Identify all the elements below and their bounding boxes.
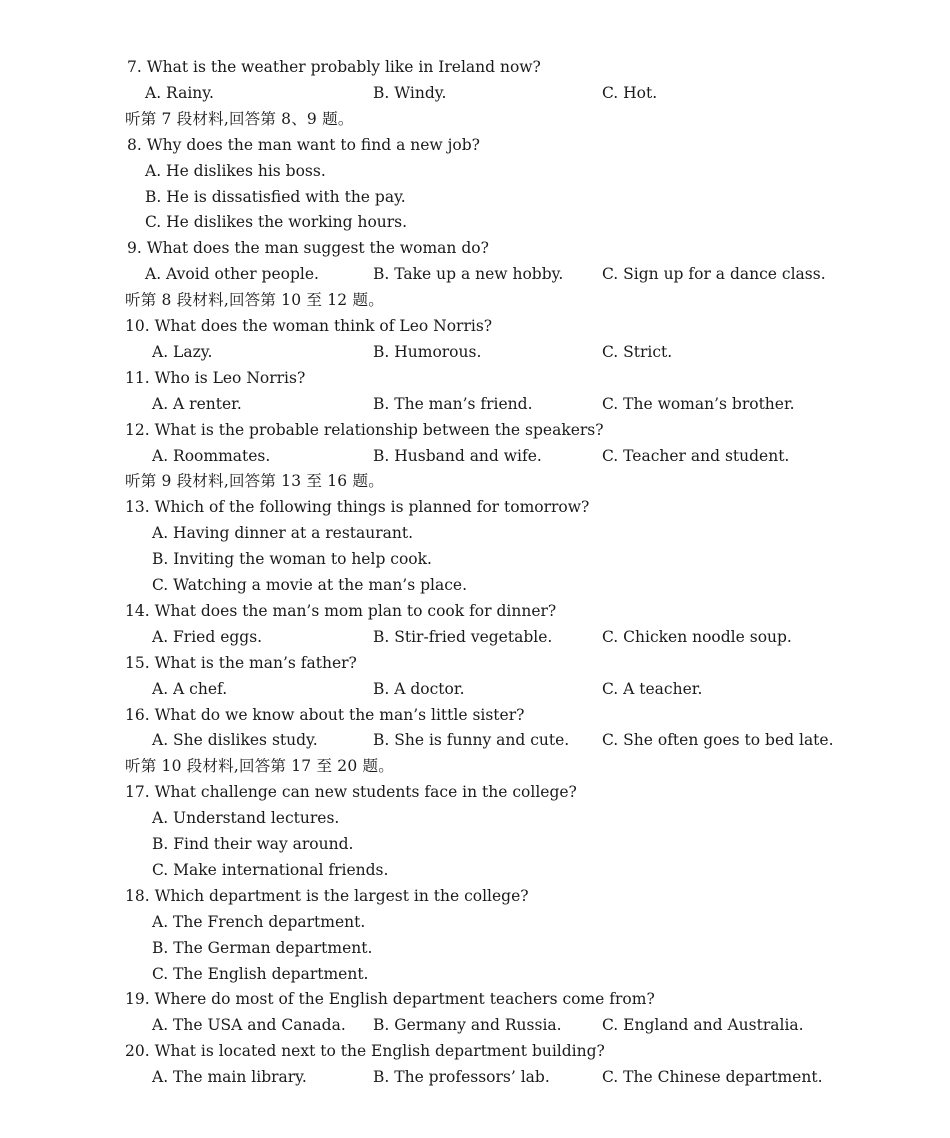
section-instruction: 听第 8 段材料,回答第 10 至 12 题。: [125, 291, 384, 310]
answer-options-row: [0, 446, 950, 466]
answer-options-row: [0, 627, 950, 647]
answer-option-a: A. Avoid other people.: [145, 265, 319, 284]
answer-option-a: A. A renter.: [152, 394, 242, 413]
question-19: 19. Where do most of the English department teachers come from?: [125, 990, 655, 1009]
answer-option: A. Having dinner at a restaurant.: [152, 524, 414, 543]
answer-option-a: A. A chef.: [152, 679, 228, 698]
answer-option-a: A. The main library.: [152, 1068, 307, 1087]
answer-option: A. The French department.: [152, 912, 366, 931]
answer-options-row: [0, 83, 950, 103]
question-17: 17. What challenge can new students face in the college?: [125, 783, 577, 802]
answer-option-b: B. She is funny and cute.: [373, 731, 570, 750]
answer-option-c: C. England and Australia.: [602, 1016, 804, 1035]
answer-option-b: B. A doctor.: [373, 679, 465, 698]
answer-option-b: B. Husband and wife.: [373, 446, 542, 465]
answer-option-c: C. The woman’s brother.: [602, 394, 795, 413]
answer-option-c: C. The Chinese department.: [602, 1068, 823, 1087]
question-18: 18. Which department is the largest in the college?: [125, 886, 529, 905]
answer-option: B. The German department.: [152, 938, 373, 957]
answer-options-row: [0, 679, 950, 699]
answer-option-a: A. Rainy.: [145, 83, 214, 102]
question-14: 14. What does the man’s mom plan to cook for dinner?: [125, 601, 557, 620]
answer-option: B. Inviting the woman to help cook.: [152, 550, 432, 569]
section-instruction: 听第 7 段材料,回答第 8、9 题。: [125, 109, 354, 128]
answer-option-a: A. Roommates.: [152, 446, 271, 465]
section-instruction: 听第 9 段材料,回答第 13 至 16 题。: [125, 472, 384, 491]
question-16: 16. What do we know about the man’s little sister?: [125, 705, 525, 724]
answer-option-b: B. The professors’ lab.: [373, 1068, 550, 1087]
answer-option-c: C. Strict.: [602, 342, 673, 361]
answer-option-a: A. The USA and Canada.: [152, 1016, 346, 1035]
question-15: 15. What is the man’s father?: [125, 653, 357, 672]
question-10: 10. What does the woman think of Leo Norris?: [125, 317, 493, 335]
answer-option: B. Find their way around.: [152, 835, 354, 853]
answer-option-b: B. The man’s friend.: [373, 394, 533, 413]
answer-option: C. Make international friends.: [152, 860, 389, 879]
question-12: 12. What is the probable relationship between the speakers?: [125, 420, 604, 439]
question-20: 20. What is located next to the English department building?: [125, 1042, 605, 1061]
answer-option: C. Watching a movie at the man’s place.: [152, 576, 468, 594]
answer-option-b: B. Windy.: [373, 83, 447, 102]
answer-option-a: A. Fried eggs.: [152, 627, 263, 646]
section-instruction: 听第 10 段材料,回答第 17 至 20 题。: [125, 757, 394, 776]
answer-option: B. He is dissatisfied with the pay.: [145, 187, 406, 206]
answer-option: C. He dislikes the working hours.: [145, 213, 408, 232]
answer-options-row: [0, 342, 950, 362]
answer-option-c: C. Hot.: [602, 83, 658, 102]
answer-options-row: [0, 1015, 950, 1035]
answer-option: C. The English department.: [152, 964, 369, 983]
answer-option-c: C. A teacher.: [602, 679, 703, 698]
answer-option-a: A. Lazy.: [152, 342, 213, 361]
answer-options-row: [0, 264, 950, 284]
answer-option-b: B. Humorous.: [373, 342, 482, 361]
answer-option-b: B. Take up a new hobby.: [373, 265, 564, 284]
answer-option-b: B. Stir-fried vegetable.: [373, 627, 553, 646]
answer-options-row: [0, 394, 950, 414]
answer-option-c: C. Teacher and student.: [602, 446, 790, 465]
question-9: 9. What does the man suggest the woman do?: [127, 239, 489, 258]
answer-option-c: C. Sign up for a dance class.: [602, 265, 826, 284]
answer-option-c: C. She often goes to bed late.: [602, 731, 834, 750]
answer-option-b: B. Germany and Russia.: [373, 1016, 562, 1035]
answer-option: A. Understand lectures.: [152, 809, 340, 828]
answer-option: A. He dislikes his boss.: [145, 161, 326, 180]
question-13: 13. Which of the following things is planned for tomorrow?: [125, 498, 590, 517]
answer-option-a: A. She dislikes study.: [152, 731, 318, 750]
answer-options-row: [0, 1067, 950, 1087]
question-11: 11. Who is Leo Norris?: [125, 368, 306, 387]
question-7: 7. What is the weather probably like in Ireland now?: [127, 58, 541, 76]
question-8: 8. Why does the man want to find a new job?: [127, 135, 480, 154]
answer-options-row: [0, 730, 950, 750]
answer-option-c: C. Chicken noodle soup.: [602, 627, 792, 646]
